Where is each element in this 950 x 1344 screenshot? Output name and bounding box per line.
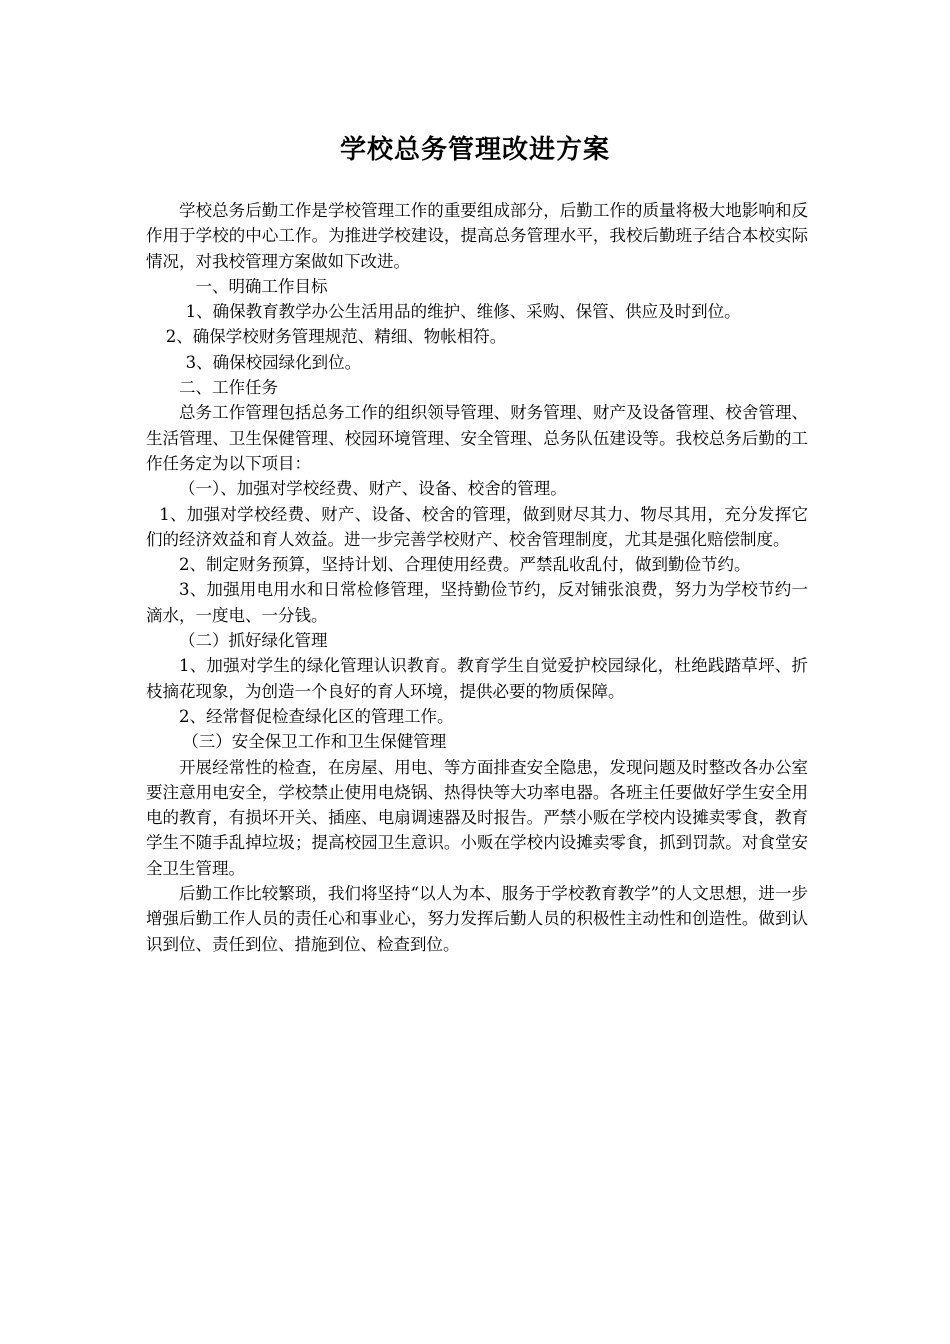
paragraph-goal-3: 3、确保校园绿化到位。 <box>185 352 362 372</box>
paragraph-section-2-item-2: 2、经常督促检查绿化区的管理工作。 <box>179 706 454 726</box>
paragraph-conclusion: 后勤工作比较繁琐，我们将坚持“以人为本、服务于学校教育教学”的人文思想，进一步增强后勤工作人员的责任心和事业心，努力发挥后勤人员的积极性主动性和创造性。做到认识到位、责任到位、措施到位、检查到位。 <box>146 884 808 954</box>
document-title: 学校总务管理改进方案 <box>339 135 610 165</box>
heading-goals: 一、明确工作目标 <box>195 276 328 296</box>
paragraph-goal-2: 2、确保学校财务管理规范、精细、物帐相符。 <box>165 327 507 347</box>
heading-section-3: （三）安全保卫工作和卫生保健管理 <box>182 732 447 752</box>
paragraph-section-1-item-3: 3、加强用电用水和日常检修管理，坚持勤俭节约，反对铺张浪费，努力为学校节约一滴水，一度电、一分钱。 <box>146 580 808 625</box>
paragraph-tasks-intro: 总务工作管理包括总务工作的组织领导管理、财务管理、财产及设备管理、校舍管理、生活管理、卫生保健管理、校园环境管理、安全管理、总务队伍建设等。我校总务后勤的工作任务定为以下项目： <box>146 403 808 473</box>
paragraph-goal-1: 1、确保教育教学办公生活用品的维护、维修、采购、保管、供应及时到位。 <box>185 302 741 322</box>
paragraph-section-1-item-1: 1、加强对学校经费、财产、设备、校舍的管理，做到财尽其力、物尽其用，充分发挥它们的经济效益和育人效益。进一步完善学校财产、校舍管理制度，尤其是强化赔偿制度。 <box>146 504 808 549</box>
heading-tasks: 二、工作任务 <box>179 378 278 398</box>
paragraph-intro: 学校总务后勤工作是学校管理工作的重要组成部分，后勤工作的质量将极大地影响和反作用于学校的中心工作。为推进学校建设，提高总务管理水平，我校后勤班子结合本校实际情况，对我校管理方案做如下改进。 <box>146 201 808 271</box>
paragraph-section-2-item-1: 1、加强对学生的绿化管理认识教育。教育学生自觉爱护校园绿化，杜绝践踏草坪、折枝摘花现象，为创造一个良好的育人环境，提供必要的物质保障。 <box>146 656 808 701</box>
paragraph-section-1-item-2: 2、制定财务预算，坚持计划、合理使用经费。严禁乱收乱付，做到勤俭节约。 <box>179 555 751 575</box>
heading-section-1: （一）、加强对学校经费、财产、设备、校舍的管理。 <box>179 479 567 499</box>
document-body <box>146 198 808 957</box>
heading-section-2: （二）抓好绿化管理 <box>179 631 328 651</box>
paragraph-section-3-body: 开展经常性的检查，在房屋、用电、等方面排查安全隐患，发现问题及时整改各办公室要注意用电安全，学校禁止使用电烧锅、热得快等大功率电器。各班主任要做好学生安全用电的教育，有损坏开关、插座、电扇调速器及时报告。严禁小贩在学校内设摊卖零食，教育学生不随手乱掉垃圾；提高校园卫生意识。小贩在学校内设摊卖零食，抓到罚款。对食堂安全卫生管理。 <box>146 757 808 878</box>
